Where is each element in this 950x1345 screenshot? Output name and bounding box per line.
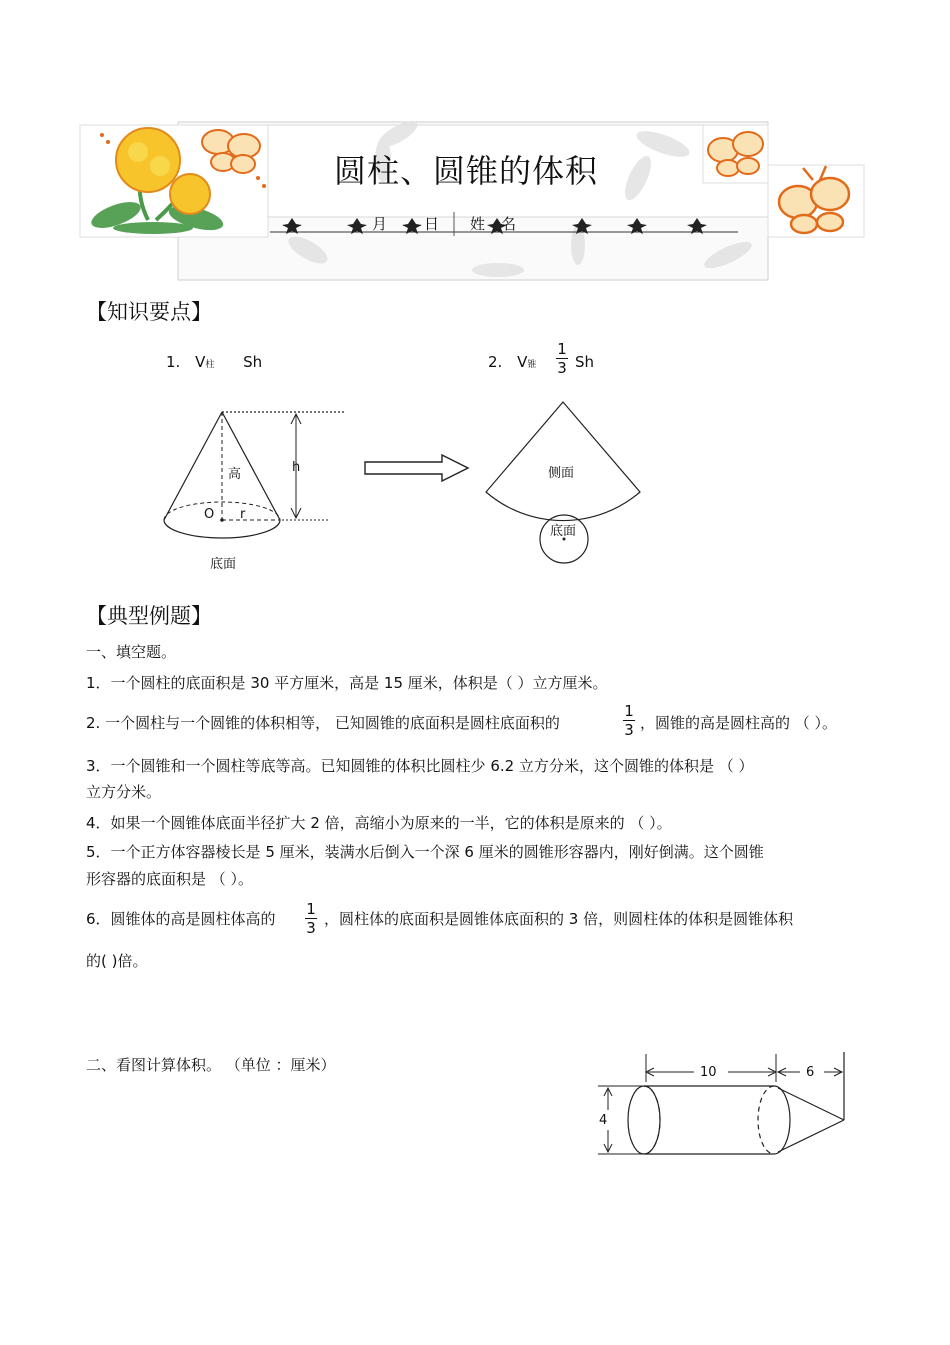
question-2-part-a: 2. 一个圆柱与一个圆锥的体积相等， 已知圆锥的底面积是圆柱底面积的 xyxy=(86,714,560,732)
formula-1-expr: Sh xyxy=(243,353,263,371)
header-banner xyxy=(78,120,868,285)
question-2-part-b: ，圆锥的高是圆柱高的 （ ）。 xyxy=(640,714,838,732)
q6-frac-den: 3 xyxy=(306,919,316,937)
month-label: 月 xyxy=(372,215,388,233)
question-5-line-1: 5．一个正方体容器棱长是 5 厘米，装满水后倒入一个深 6 厘米的圆锥形容器内，刚好倒满。这个圆锥 xyxy=(86,843,764,861)
question-6-part-a: 6．圆锥体的高是圆柱体高的 xyxy=(86,910,276,928)
question-6-line-2: 的( )倍。 xyxy=(86,952,148,970)
q2-frac-num: 1 xyxy=(624,702,634,720)
cone-diagram xyxy=(150,400,360,580)
formula-1-v: V xyxy=(195,353,206,371)
formula-1-sub: 柱 xyxy=(205,360,215,370)
cone-height-label: 高 xyxy=(228,467,242,482)
formula-2-frac-num: 1 xyxy=(557,340,567,358)
question-2-fraction xyxy=(623,702,635,739)
name-label: 姓名 xyxy=(470,215,533,233)
question-5-line-2: 形容器的底面积是 （ ）。 xyxy=(86,870,254,888)
formula-1-number: 1. xyxy=(166,353,181,371)
net-base-label: 底面 xyxy=(550,524,577,539)
net-lateral-label: 侧面 xyxy=(548,466,575,481)
formula-2-number: 2. xyxy=(488,353,503,371)
arrow-right-icon xyxy=(362,452,474,484)
question-3-line-1: 3．一个圆锥和一个圆柱等底等高。已知圆锥的体积比圆柱少 6.2 立方分米，这个圆锥的体积是 （ ） xyxy=(86,757,754,775)
part2-title: 二、看图计算体积。 （单位 ：厘米） xyxy=(86,1056,336,1074)
knowledge-heading: 【知识要点】 xyxy=(86,300,212,324)
page-title: 圆柱、圆锥的体积 xyxy=(334,152,599,190)
formula-2-expr: Sh xyxy=(575,353,595,371)
formula-2 xyxy=(488,352,536,375)
cone-h-label: h xyxy=(292,460,301,475)
q6-frac-num: 1 xyxy=(306,900,316,918)
question-1: 1．一个圆柱的底面积是 30 平方厘米，高是 15 厘米，体积是（ ）立方厘米。 xyxy=(86,674,608,692)
figure-cone-length-label: 6 xyxy=(806,1065,815,1080)
header-decoration xyxy=(78,120,868,285)
question-6-fraction xyxy=(305,900,317,937)
formula-2-fraction xyxy=(556,340,568,377)
formula-2-frac-den: 3 xyxy=(557,359,567,377)
butterfly-icon xyxy=(708,132,763,176)
question-6-part-b: ，圆柱体的底面积是圆锥体底面积的 3 倍，则圆柱体的体积是圆锥体积 xyxy=(324,910,794,928)
q2-frac-den: 3 xyxy=(624,721,634,739)
cone-base-label: 底面 xyxy=(210,557,237,572)
formula-1 xyxy=(166,352,262,375)
cone-radius-label: r xyxy=(240,507,246,522)
part1-title: 一、填空题。 xyxy=(86,643,177,661)
day-label: 日 xyxy=(424,215,440,233)
question-3-line-2: 立方分米。 xyxy=(86,783,162,801)
figure-length-label: 10 xyxy=(700,1065,717,1080)
formula-2-sub: 锥 xyxy=(527,360,537,370)
figure-diameter-label: 4 xyxy=(599,1113,608,1128)
cone-center-label: O xyxy=(204,507,215,522)
formula-2-v: V xyxy=(517,353,528,371)
question-4: 4．如果一个圆锥体底面半径扩大 2 倍，高缩小为原来的一半，它的体积是原来的 （ ）。 xyxy=(86,814,672,832)
examples-heading: 【典型例题】 xyxy=(86,604,212,628)
